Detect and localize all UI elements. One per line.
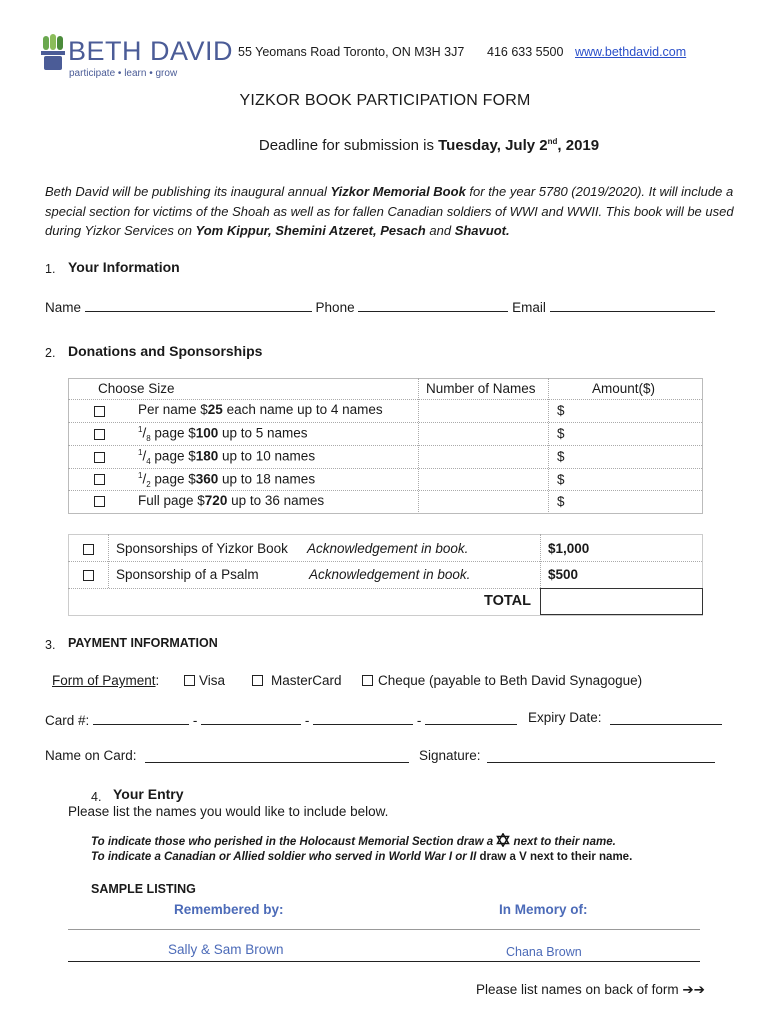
sponsorship-label: Sponsorships of Yizkor Book	[116, 541, 288, 556]
your-information-row	[45, 297, 715, 315]
sponsorship-ack: Acknowledgement in book.	[309, 567, 471, 582]
holocaust-note: To indicate those who perished in the Holocaust Memorial Section draw a next to their name.	[91, 833, 616, 848]
payment-method-row: Form of Payment:	[52, 673, 160, 688]
sponsorship-amount: $500	[548, 567, 579, 582]
mastercard-label: MasterCard	[271, 673, 342, 688]
phone-field[interactable]	[358, 297, 508, 312]
section-2-title: Donations and Sponsorships	[68, 343, 263, 359]
deadline-date: Tuesday, July 2	[438, 137, 548, 154]
amount-dollar: $	[557, 472, 565, 487]
entry-instruction: Please list the names you would like to include below.	[68, 804, 389, 819]
amount-dollar: $	[557, 426, 565, 441]
size-row-label: $^1/_4$ page $180 up to 10 names	[138, 448, 316, 467]
visa-label: Visa	[199, 673, 226, 688]
visa-checkbox[interactable]	[184, 675, 195, 686]
sample-header-divider	[68, 929, 700, 930]
name-field[interactable]	[85, 297, 312, 312]
signature-label: Signature:	[419, 748, 481, 763]
amount-dollar: $	[557, 403, 565, 418]
checkbox-icon[interactable]	[94, 496, 105, 507]
sample-remembered-name: Sally & Sam Brown	[168, 942, 284, 957]
back-of-form-note: Please list names on back of form ➔➔	[476, 982, 705, 997]
logo-leaf-icon	[40, 34, 66, 74]
checkbox-icon[interactable]	[94, 429, 105, 440]
cheque-checkbox[interactable]	[362, 675, 373, 686]
phone-number: 416 633 5500	[487, 45, 564, 59]
total-box[interactable]	[540, 588, 703, 615]
logo-name: BETH DAVID	[68, 36, 234, 66]
size-row-label: Per name $25 each name up to 4 names	[138, 402, 383, 417]
section-3-title: PAYMENT INFORMATION	[68, 636, 218, 650]
col-in-memory-of: In Memory of:	[499, 902, 588, 917]
section-2-number: 2.	[45, 346, 56, 360]
card-number-field-1[interactable]	[93, 710, 189, 725]
card-number-field-3[interactable]	[313, 710, 413, 725]
card-number-row: Card #: - - -	[45, 710, 517, 728]
section-1-title: Your Information	[68, 259, 180, 275]
page-title: YIZKOR BOOK PARTICIPATION FORM	[239, 92, 531, 109]
checkbox-icon[interactable]	[83, 544, 94, 555]
arrow-right-icon: ➔➔	[682, 982, 705, 997]
website-link[interactable]: www.bethdavid.com	[575, 45, 687, 59]
section-4-title: Your Entry	[113, 786, 184, 802]
amount-dollar: $	[557, 494, 565, 509]
amount-dollar: $	[557, 449, 565, 464]
card-number-field-4[interactable]	[425, 710, 517, 725]
checkbox-icon[interactable]	[94, 406, 105, 417]
sample-memory-name: Chana Brown	[506, 945, 582, 959]
checkbox-icon[interactable]	[83, 570, 94, 581]
section-1-number: 1.	[45, 262, 56, 276]
card-number-label: Card #:	[45, 713, 90, 728]
phone-label: Phone	[315, 300, 355, 315]
name-on-card-field[interactable]	[145, 748, 409, 763]
col-amount: Amount($)	[592, 381, 656, 396]
sample-row-divider	[68, 961, 700, 962]
deadline-date-suffix: nd	[547, 137, 558, 146]
mastercard-checkbox[interactable]	[252, 675, 263, 686]
soldier-note: To indicate a Canadian or Allied soldier who served in World War I or II draw a V next to their name.	[91, 851, 633, 863]
logo	[40, 32, 234, 82]
name-label: Name	[45, 300, 82, 315]
address: 55 Yeomans Road Toronto, ON M3H 3J7	[238, 45, 465, 59]
col-number-of-names: Number of Names	[426, 381, 536, 396]
form-of-payment-label: Form of Payment	[52, 673, 156, 688]
checkbox-icon[interactable]	[94, 474, 105, 485]
card-number-field-2[interactable]	[201, 710, 301, 725]
checkbox-icon[interactable]	[94, 452, 105, 463]
email-field[interactable]	[550, 297, 715, 312]
deadline-prefix: Deadline for submission is	[258, 137, 439, 154]
name-on-card-label: Name on Card:	[45, 748, 137, 763]
sponsorship-ack: Acknowledgement in book.	[307, 541, 469, 556]
total-label: TOTAL	[484, 593, 531, 609]
col-remembered-by: Remembered by:	[174, 902, 284, 917]
sponsorship-label: Sponsorship of a Psalm	[116, 567, 259, 582]
section-3-number: 3.	[45, 638, 56, 652]
expiry-label: Expiry Date:	[528, 710, 602, 725]
logo-tagline: participate • learn • grow	[69, 68, 178, 79]
sample-listing-label: SAMPLE LISTING	[91, 882, 196, 896]
expiry-field[interactable]	[610, 710, 722, 725]
intro-paragraph: Beth David will be publishing its inaugural annual Yizkor Memorial Book for the year 5780 (2019/2020). It will include a special section for victims of the Shoah as well as for fallen Canadian soldiers of WWI and WWII. This book will be used during Yizkor Services on Yom Kippur, Shemini Atzeret, Pesach and Shavuot.	[45, 184, 734, 238]
cheque-label: Cheque (payable to Beth David Synagogue)	[378, 673, 643, 688]
email-label: Email	[512, 300, 546, 315]
sponsorship-amount: $1,000	[548, 541, 590, 556]
deadline-year: , 2019	[557, 137, 600, 154]
col-choose-size: Choose Size	[98, 381, 175, 396]
section-4-number: 4.	[91, 790, 102, 804]
signature-field[interactable]	[487, 748, 715, 763]
size-row-label: Full page $720 up to 36 names	[138, 493, 325, 508]
star-of-david-icon	[496, 833, 510, 847]
size-row-label: $^1/_8$ page $100 up to 5 names	[138, 425, 308, 444]
deadline	[0, 137, 770, 154]
size-row-label: $^1/_2$ page $360 up to 18 names	[138, 471, 316, 490]
